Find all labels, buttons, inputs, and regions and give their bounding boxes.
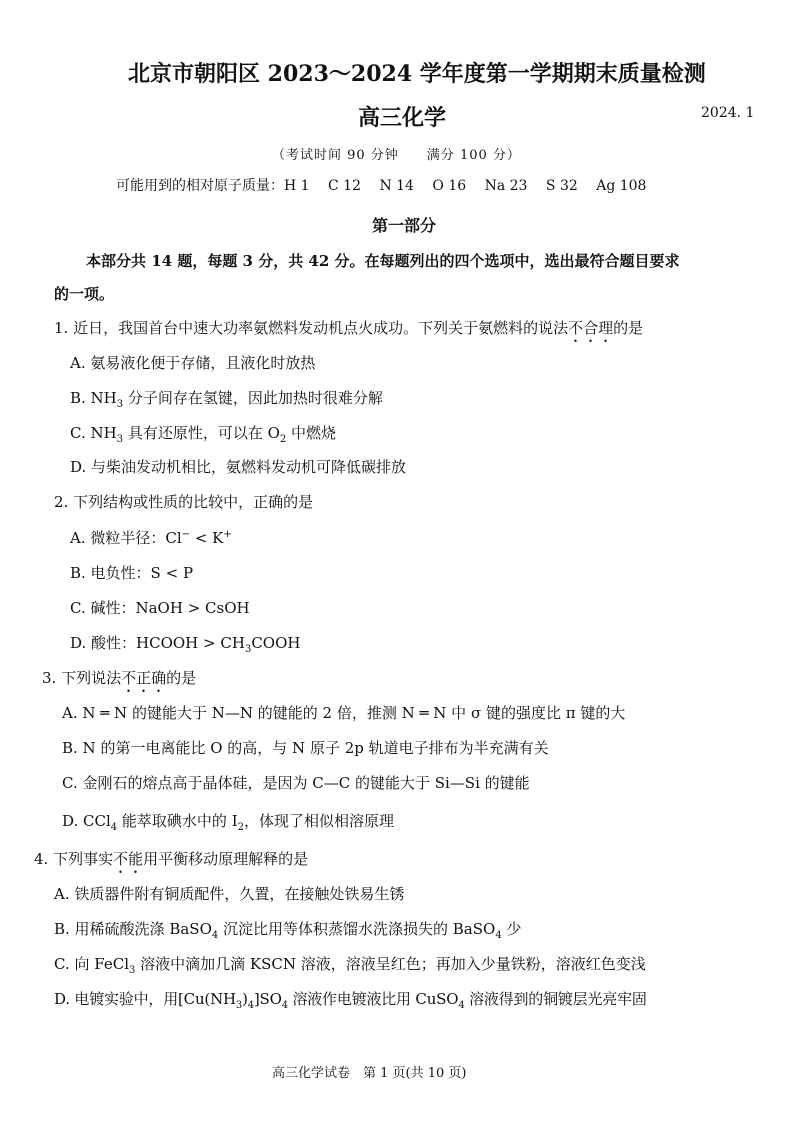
question-2-option-a: A. 微粒半径：Cl− < K+ bbox=[70, 529, 232, 547]
exam-note: （考试时间 90 分钟 满分 100 分） bbox=[272, 148, 521, 163]
question-1-option-b: B. $NH_3$ 分子间存在氢键，因此加热时很难分解 bbox=[70, 389, 383, 410]
part-instruction-line2: 的一项。 bbox=[54, 285, 115, 303]
question-4-stem: 4. 下列事实不能用平衡移动原理解释的是 bbox=[34, 850, 309, 868]
question-3-option-c: C. 金刚石的熔点高于晶体硅，是因为 C—C 的键能大于 Si—Si 的键能 bbox=[62, 774, 530, 792]
question-2-option-c: C. 碱性：NaOH > CsOH bbox=[70, 599, 250, 617]
exam-title: 北京市朝阳区 2023～2024 学年度第一学期期末质量检测 bbox=[128, 61, 706, 87]
question-3-stem: 3. 下列说法不正确的是 bbox=[42, 669, 197, 687]
question-1-option-d: D. 与柴油发动机相比，氨燃料发动机可降低碳排放 bbox=[70, 458, 407, 476]
question-4-option-b: B. 用稀硫酸洗涤 BaSO$_4$ 沉淀比用等体积蒸馏水洗涤损失的 BaSO$_4$ 少 bbox=[54, 920, 522, 941]
question-1-option-a: A. 氨易液化便于存储，且液化时放热 bbox=[70, 354, 316, 372]
page-footer: 高三化学试卷 第 1 页(共 10 页) bbox=[272, 1066, 467, 1081]
question-4-option-d: D. 电镀实验中，用$[Cu(NH_3)_4]SO_4$ 溶液作电镀液比用 CuSO$_4$ 溶液得到的铜镀层光亮牢固 bbox=[54, 990, 647, 1011]
part-instruction-line1: 本部分共 14 题，每题 3 分，共 42 分。在每题列出的四个选项中，选出最符合题目要求 bbox=[86, 252, 680, 270]
part-title: 第一部分 bbox=[372, 216, 437, 235]
question-4-option-c: C. 向 FeCl$_3$ 溶液中滴加几滴 KSCN 溶液，溶液呈红色；再加入少量铁粉，溶液红色变浅 bbox=[54, 955, 646, 976]
question-3-option-a: A. N ═ N 的键能大于 N—N 的键能的 2 倍，推测 N ═ N 中 σ 键的强度比 π 键的大 bbox=[62, 704, 626, 722]
question-2-option-d: D. 酸性：HCOOH > $CH_3COOH$ bbox=[70, 634, 301, 655]
exam-date: 2024. 1 bbox=[701, 105, 755, 121]
atomic-masses: 可能用到的相对原子质量：H 1 C 12 N 14 O 16 Na 23 S 32 Ag 108 bbox=[116, 178, 647, 194]
question-2-stem: 2. 下列结构或性质的比较中，正确的是 bbox=[54, 493, 314, 511]
question-4-option-a: A. 铁质器件附有铜质配件，久置，在接触处铁易生锈 bbox=[54, 885, 405, 903]
subject-title: 高三化学 bbox=[358, 105, 447, 131]
question-3-option-d: D. CCl$_4$ 能萃取碘水中的 $I_2$，体现了相似相溶原理 bbox=[62, 812, 395, 833]
question-1-stem: 1. 近日，我国首台中速大功率氨燃料发动机点火成功。下列关于氨燃料的说法不合理的是 bbox=[54, 319, 644, 337]
question-3-option-b: B. N 的第一电离能比 O 的高，与 N 原子 2p 轨道电子排布为半充满有关 bbox=[62, 739, 549, 757]
question-1-option-c: C. $NH_3$ 具有还原性，可以在 $O_2$ 中燃烧 bbox=[70, 424, 337, 445]
question-2-option-b: B. 电负性：S < P bbox=[70, 564, 194, 582]
